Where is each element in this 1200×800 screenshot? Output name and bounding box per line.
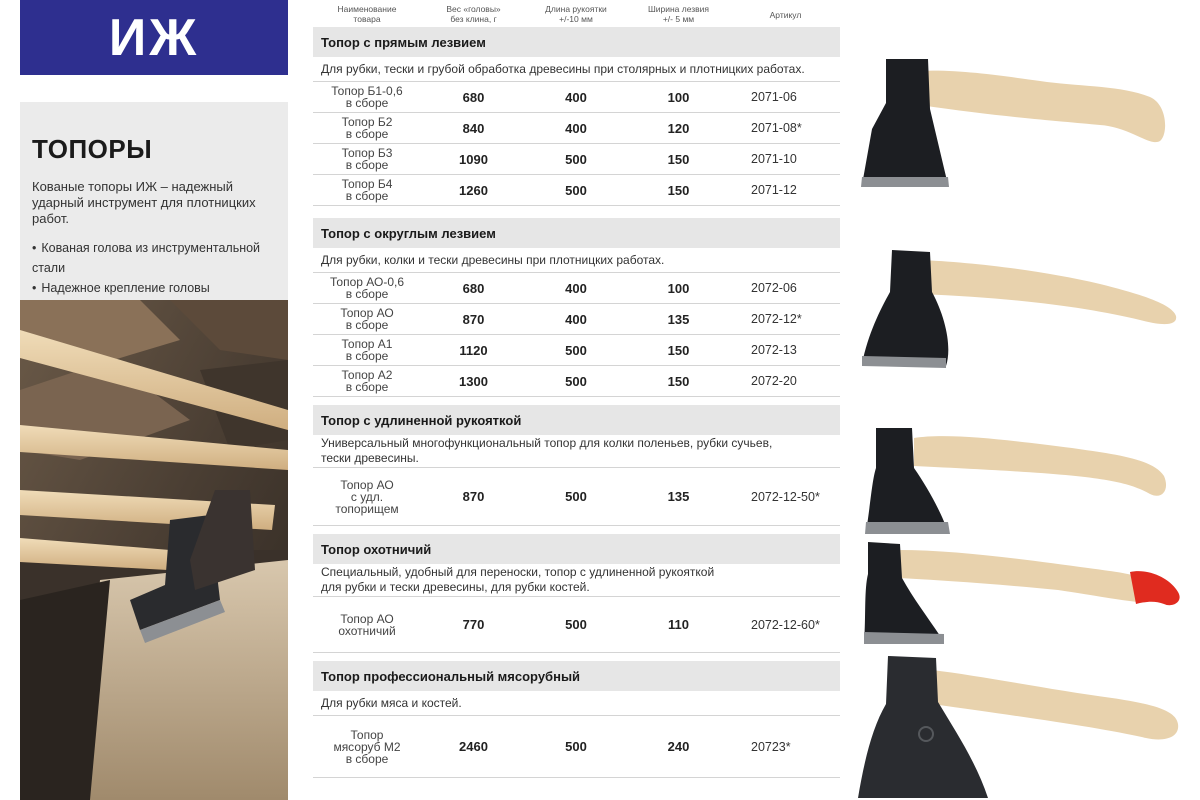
section-description: Для рубки, тески и грубой обработка древесины при столярных и плотницких работах. — [313, 57, 840, 82]
handle-length-cell: 500 — [565, 489, 587, 504]
brand-logo-text: ИЖ — [108, 8, 200, 67]
section-spacer — [313, 397, 840, 405]
product-name-cell: Топор АО с удл. топорищем — [335, 477, 399, 516]
axe-hunting — [858, 538, 1188, 650]
table-row — [313, 113, 840, 144]
product-table — [313, 0, 840, 778]
blade-width-cell: 100 — [667, 280, 690, 296]
handle-length-cell: 400 — [565, 311, 587, 327]
table-row — [313, 82, 840, 113]
header-weight: Вес «головы» без клина, г — [446, 4, 501, 24]
handle-length-cell: 400 — [565, 120, 587, 136]
product-name-cell: Топор АО-0,6 в сборе — [330, 275, 404, 301]
handle-length-cell: 400 — [565, 280, 587, 296]
header-article: Артикул — [769, 10, 802, 20]
blade-width-cell: 150 — [667, 151, 690, 167]
weight-cell: 870 — [462, 489, 485, 504]
page-title: ТОПОРЫ — [32, 134, 153, 164]
handle-length-cell: 400 — [565, 89, 587, 105]
section-spacer — [313, 653, 840, 661]
table-row — [313, 716, 840, 778]
table-row — [313, 366, 840, 397]
blade-width-cell: 135 — [667, 311, 690, 327]
table-row — [313, 335, 840, 366]
product-name-cell: Топор АО в сборе — [340, 306, 394, 332]
handle-length-cell: 500 — [565, 739, 587, 754]
weight-cell: 1120 — [459, 342, 488, 358]
product-name-cell: Топор А2 в сборе — [341, 368, 393, 394]
axe-cleaver — [852, 652, 1192, 800]
handle-length-cell: 500 — [565, 617, 587, 632]
weight-cell: 680 — [462, 89, 485, 105]
table-row — [313, 273, 840, 304]
article-cell: 2071-10 — [751, 152, 797, 166]
blade-width-cell: 110 — [668, 617, 689, 632]
product-name-cell: Топор Б2 в сборе — [341, 115, 393, 141]
intro-panel — [20, 102, 288, 300]
article-cell: 20723* — [751, 739, 791, 754]
section-spacer — [313, 526, 840, 534]
section-spacer — [313, 206, 840, 218]
weight-cell: 840 — [462, 120, 485, 136]
axe-long-handle — [862, 428, 1172, 536]
article-cell: 2072-12* — [751, 312, 802, 326]
section-title: Топор с удлиненной рукояткой — [313, 405, 840, 435]
table-row — [313, 597, 840, 653]
weight-cell: 1260 — [459, 182, 488, 198]
section-description: Для рубки мяса и костей. — [313, 691, 840, 716]
handle-length-cell: 500 — [565, 151, 587, 167]
weight-cell: 870 — [462, 311, 485, 327]
blade-width-cell: 150 — [667, 342, 690, 358]
article-cell: 2072-13 — [751, 343, 797, 357]
axe-straight-blade — [850, 55, 1170, 195]
article-cell: 2071-08* — [751, 121, 802, 135]
product-name-cell: Топор А1 в сборе — [341, 337, 393, 363]
weight-cell: 770 — [462, 617, 485, 632]
blade-width-cell: 120 — [667, 120, 690, 136]
section-description: Для рубки, колки и тески древесины при плотницких работах. — [313, 248, 840, 273]
article-cell: 2072-12-50* — [751, 489, 820, 504]
product-name-cell: Топор мясоруб М2 в сборе — [333, 727, 401, 766]
header-name: Наименование товара — [337, 4, 397, 24]
product-name-cell: Топор Б3 в сборе — [341, 146, 393, 172]
handle-length-cell: 500 — [565, 373, 587, 389]
firewood-photo — [20, 300, 288, 800]
header-blade: Ширина лезвия +/- 5 мм — [647, 4, 710, 24]
weight-cell: 1300 — [459, 373, 488, 389]
article-cell: 2072-20 — [751, 374, 797, 388]
table-row — [313, 304, 840, 335]
weight-cell: 1090 — [459, 151, 488, 167]
blade-width-cell: 240 — [667, 739, 690, 754]
table-header — [313, 0, 840, 27]
table-row — [313, 144, 840, 175]
blade-width-cell: 135 — [667, 489, 690, 504]
blade-width-cell: 150 — [667, 182, 690, 198]
table-row — [313, 175, 840, 206]
article-cell: 2071-06 — [751, 90, 797, 104]
section-description: Универсальный многофункциональный топор для колки поленьев, рубки сучьев, тески древесины. — [313, 435, 840, 468]
brand-logo — [20, 0, 288, 75]
table-row — [313, 468, 840, 526]
blade-width-cell: 150 — [667, 373, 690, 389]
article-cell: 2072-12-60* — [751, 617, 820, 632]
intro-lead: Кованые топоры ИЖ – надежный ударный инструмент для плотницких работ. — [32, 179, 256, 226]
handle-length-cell: 500 — [565, 342, 587, 358]
blade-width-cell: 100 — [667, 89, 690, 105]
section-title: Топор с округлым лезвием — [313, 218, 840, 248]
section-title: Топор с прямым лезвием — [313, 27, 840, 57]
weight-cell: 680 — [462, 280, 485, 296]
product-name-cell: Топор Б1-0,6 в сборе — [331, 84, 403, 110]
product-name-cell: Топор Б4 в сборе — [341, 177, 393, 203]
handle-length-cell: 500 — [565, 182, 587, 198]
product-name-cell: Топор АО охотничий — [338, 611, 396, 638]
feature-item: • Надежное крепление головы — [32, 278, 278, 298]
section-description: Специальный, удобный для переноски, топор с удлиненной рукояткой для рубки и тески древесины, для рубки костей. — [313, 564, 840, 597]
header-handle: Длина рукоятки +/-10 мм — [545, 4, 607, 24]
article-cell: 2072-06 — [751, 281, 797, 295]
feature-item: • Кованая голова из инструментальной стали — [32, 238, 278, 278]
section-title: Топор профессиональный мясорубный — [313, 661, 840, 691]
article-cell: 2071-12 — [751, 183, 797, 197]
weight-cell: 2460 — [459, 739, 488, 754]
axe-round-blade — [850, 248, 1180, 378]
section-title: Топор охотничий — [313, 534, 840, 564]
